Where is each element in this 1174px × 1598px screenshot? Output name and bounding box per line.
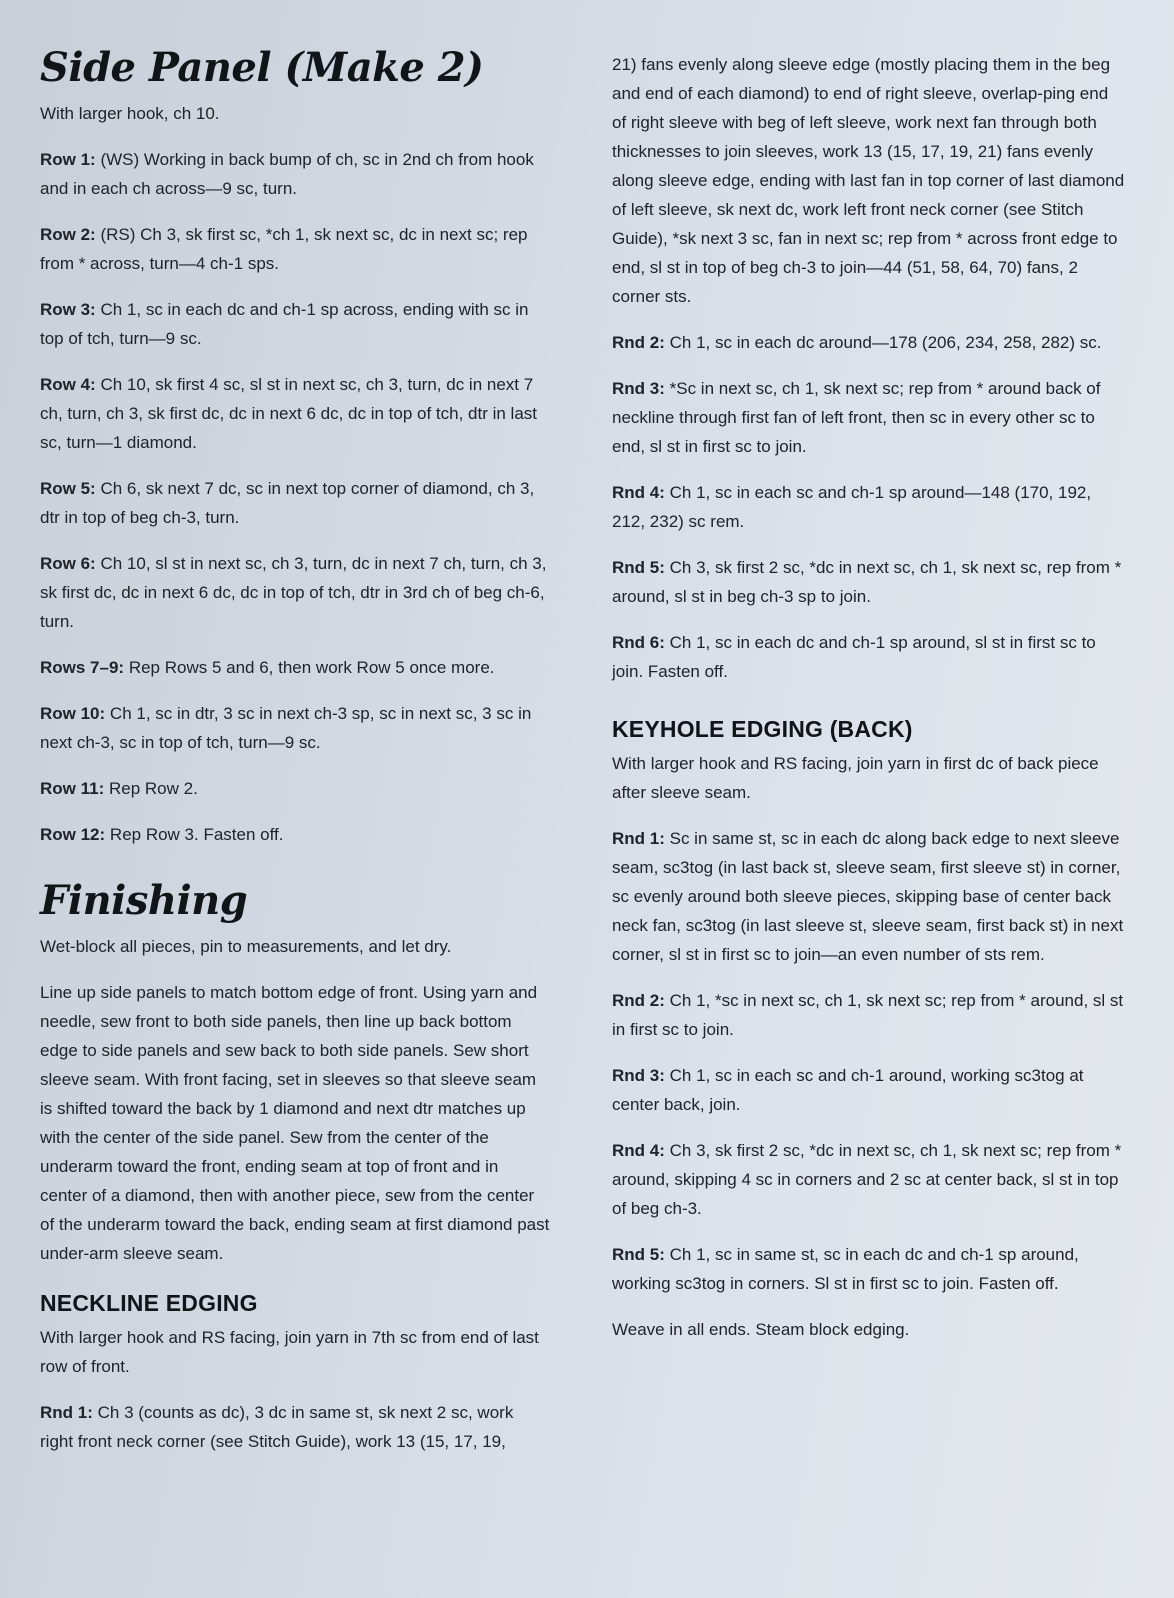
round-text: Ch 1, sc in each sc and ch-1 sp around—148 (170, 192, 212, 232) sc rem. — [612, 483, 1092, 531]
row-text: Ch 10, sl st in next sc, ch 3, turn, dc in next 7 ch, turn, ch 3, sk first dc, dc in next 6 dc, dc in top of tch, dtr in 3rd ch of beg ch-6, turn. — [40, 554, 547, 631]
row-text: Ch 6, sk next 7 dc, sc in next top corner of diamond, ch 3, dtr in top of beg ch-3, turn. — [40, 479, 535, 527]
round-instruction — [612, 1240, 1127, 1298]
finishing-paragraph: Wet-block all pieces, pin to measurements, and let dry. — [40, 937, 452, 956]
row-text: Rep Rows 5 and 6, then work Row 5 once more. — [124, 658, 495, 677]
neckline-intro: With larger hook and RS facing, join yarn in 7th sc from end of last row of front. — [40, 1328, 539, 1376]
row-text: Rep Row 3. Fasten off. — [105, 825, 284, 844]
round-label: Rnd 3: — [612, 1066, 665, 1085]
row-instruction — [40, 220, 550, 278]
round-text: Ch 1, sc in same st, sc in each dc and ch-1 sp around, working sc3tog in corners. Sl st in first sc to join. Fasten off. — [612, 1245, 1079, 1293]
round-label: Rnd 6: — [612, 633, 665, 652]
round-label: Rnd 1: — [612, 829, 665, 848]
row-text: Ch 1, sc in each dc and ch-1 sp across, ending with sc in top of tch, turn—9 sc. — [40, 300, 529, 348]
round-instruction — [612, 1136, 1127, 1223]
row-instruction — [40, 295, 550, 353]
row-instruction — [40, 474, 550, 532]
final-note: Weave in all ends. Steam block edging. — [612, 1320, 910, 1339]
round-text: Ch 1, sc in each sc and ch-1 around, working sc3tog at center back, join. — [612, 1066, 1084, 1114]
row-label: Rows 7–9: — [40, 658, 125, 677]
round-text: Ch 1, sc in each dc around—178 (206, 234, 258, 282) sc. — [664, 333, 1102, 352]
finishing-paragraph: Line up side panels to match bottom edge of front. Using yarn and needle, sew front to both side panels, then line up back bottom edge to side panels and sew back to both side panels. Sew short sleeve seam. With front facing, set in sleeves so that sleeve seam is shifted toward the back by 1 diamond and next dtr matches up with the center of the side panel. Sew from the center of the underarm toward the front, ending seam at top of front and in center of a diamond, then with another piece, sew from the center of the underarm toward the back, ending seam at first diamond past under-arm sleeve seam. — [40, 983, 550, 1263]
right-column — [612, 0, 1127, 1361]
row-instruction — [40, 370, 550, 457]
row-label: Row 12: — [40, 825, 106, 844]
row-label: Row 4: — [40, 375, 96, 394]
row-instruction — [40, 549, 550, 636]
round-instruction — [612, 478, 1127, 536]
round-label: Rnd 2: — [612, 991, 665, 1010]
round-text: Ch 3, sk first 2 sc, *dc in next sc, ch 1, sk next sc; rep from * around, skipping 4 sc in corners and 2 sc at center back, sl st in top of beg ch-3. — [612, 1141, 1122, 1218]
round-text: *Sc in next sc, ch 1, sk next sc; rep from * around back of neckline through first fan of left front, then sc in every other sc to end, sl st in first sc to join. — [612, 379, 1101, 456]
round-text: Ch 3, sk first 2 sc, *dc in next sc, ch 1, sk next sc, rep from * around, sl st in beg ch-3 sp to join. — [612, 558, 1122, 606]
continued-paragraph: 21) fans evenly along sleeve edge (mostly placing them in the beg and end of each diamond) to end of right sleeve, overlap-ping end of right sleeve with beg of left sleeve, work next fan through both thicknesses to join sleeves, work 13 (15, 17, 19, 21) fans evenly along sleeve edge, ending with last fan in top corner of last diamond of left sleeve, sk next dc, work left front neck corner (see Stitch Guide), *sk next 3 sc, fan in next sc; rep from * across front edge to end, sl st in top of beg ch-3 to join—44 (51, 58, 64, 70) fans, 2 corner sts. — [612, 55, 1125, 306]
row-instruction — [40, 774, 550, 803]
row-instruction — [40, 145, 550, 203]
row-label: Row 5: — [40, 479, 96, 498]
neckline-edging-heading: NECKLINE EDGING — [40, 1290, 258, 1316]
row-label: Row 1: — [40, 150, 96, 169]
round-label: Rnd 3: — [612, 379, 665, 398]
round-instruction — [612, 328, 1127, 357]
row-text: (RS) Ch 3, sk first sc, *ch 1, sk next sc, dc in next sc; rep from * across, turn—4 ch-1 sps. — [40, 225, 528, 273]
round-text: Ch 1, sc in each dc and ch-1 sp around, sl st in first sc to join. Fasten off. — [612, 633, 1096, 681]
left-column — [40, 0, 550, 1473]
row-text: Rep Row 2. — [104, 779, 198, 798]
side-panel-heading: Side Panel (Make 2) — [40, 44, 484, 91]
side-panel-intro: With larger hook, ch 10. — [40, 104, 220, 123]
round-instruction — [612, 824, 1127, 969]
round-instruction — [612, 374, 1127, 461]
round-text: Ch 3 (counts as dc), 3 dc in same st, sk next 2 sc, work right front neck corner (see Stitch Guide), work 13 (15, 17, 19, — [40, 1403, 514, 1451]
row-label: Row 3: — [40, 300, 96, 319]
round-label: Rnd 1: — [40, 1403, 93, 1422]
round-instruction — [612, 986, 1127, 1044]
row-label: Row 6: — [40, 554, 96, 573]
row-instruction — [40, 653, 550, 682]
round-instruction — [612, 1061, 1127, 1119]
round-label: Rnd 5: — [612, 558, 665, 577]
round-instruction — [612, 628, 1127, 686]
row-text: (WS) Working in back bump of ch, sc in 2nd ch from hook and in each ch across—9 sc, turn. — [40, 150, 534, 198]
row-text: Ch 1, sc in dtr, 3 sc in next ch-3 sp, sc in next sc, 3 sc in next ch-3, sc in top of tch, turn—9 sc. — [40, 704, 532, 752]
round-instruction — [612, 553, 1127, 611]
round-text: Sc in same st, sc in each dc along back edge to next sleeve seam, sc3tog (in last back st, sleeve seam, first sleeve st) in corner, sc evenly around both sleeve pieces, skipping base of center back neck fan, sc3tog (in last sleeve st, sleeve seam, first back st) in next corner, sl st in first sc to join—an even number of sts rem. — [612, 829, 1124, 964]
row-label: Row 10: — [40, 704, 106, 723]
keyhole-edging-heading: KEYHOLE EDGING (BACK) — [612, 716, 913, 742]
row-text: Ch 10, sk first 4 sc, sl st in next sc, ch 3, turn, dc in next 7 ch, turn, ch 3, sk first dc, dc in next 6 dc, dc in top of tch, dtr in last sc, turn—1 diamond. — [40, 375, 538, 452]
round-instruction — [40, 1398, 550, 1456]
row-label: Row 11: — [40, 779, 105, 798]
row-label: Row 2: — [40, 225, 96, 244]
finishing-heading: Finishing — [40, 877, 248, 924]
round-label: Rnd 2: — [612, 333, 665, 352]
row-instruction — [40, 699, 550, 757]
round-label: Rnd 4: — [612, 483, 665, 502]
round-label: Rnd 4: — [612, 1141, 665, 1160]
row-instruction — [40, 820, 550, 849]
keyhole-intro: With larger hook and RS facing, join yarn in first dc of back piece after sleeve seam. — [612, 754, 1099, 802]
round-label: Rnd 5: — [612, 1245, 665, 1264]
round-text: Ch 1, *sc in next sc, ch 1, sk next sc; rep from * around, sl st in first sc to join. — [612, 991, 1124, 1039]
